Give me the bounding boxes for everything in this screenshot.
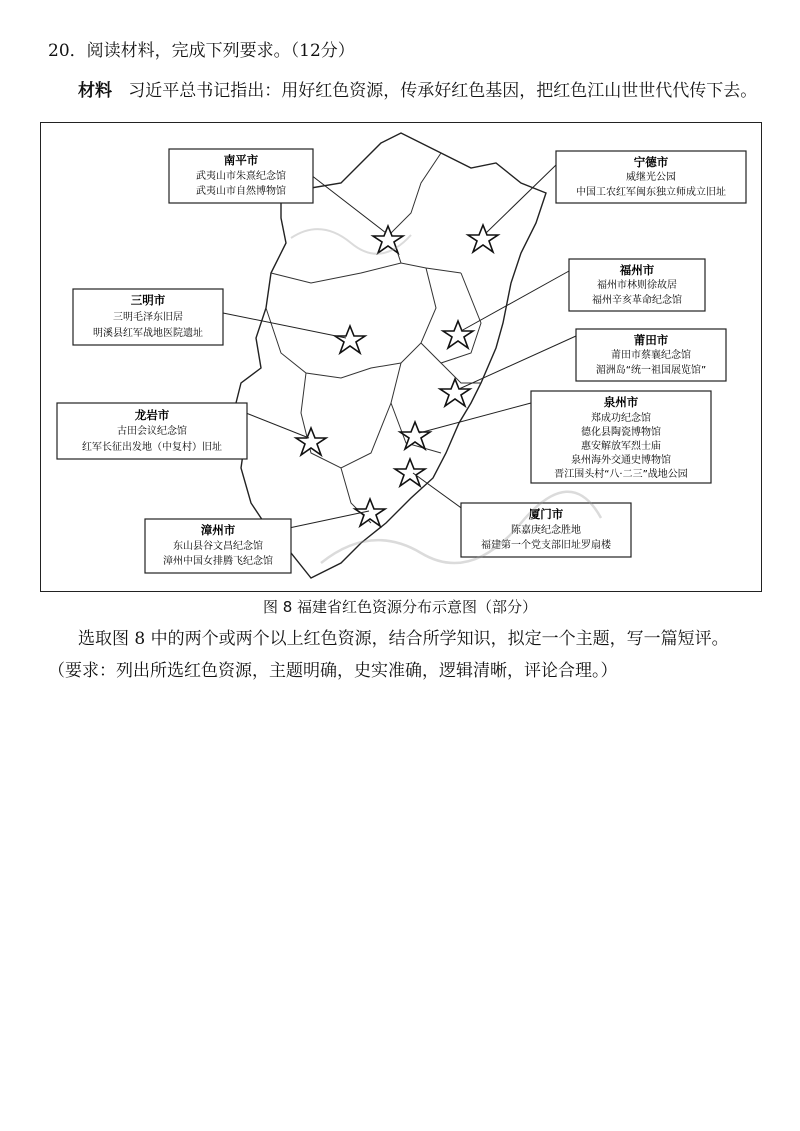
material-text xyxy=(78,76,768,106)
city-name: 泉州市 xyxy=(603,395,639,409)
label-box-putian xyxy=(576,329,726,381)
site-name: 陈嘉庚纪念胜地 xyxy=(511,525,581,536)
city-name: 厦门市 xyxy=(528,507,564,521)
site-name: 泉州海外交通史博物馆 xyxy=(571,455,671,466)
label-box-fuzhou xyxy=(569,259,705,311)
site-name: 武夷山市自然博物馆 xyxy=(196,186,286,197)
label-box-quanzhou xyxy=(531,391,711,483)
question-title: 20．阅读材料，完成下列要求。（12分） xyxy=(48,41,355,61)
label-box-ningde xyxy=(556,151,746,203)
site-name: 红军长征出发地（中复村）旧址 xyxy=(82,442,222,453)
city-name: 宁德市 xyxy=(633,155,669,169)
city-name: 龙岩市 xyxy=(134,408,170,422)
map-figure xyxy=(40,122,762,592)
material-label: 材料 xyxy=(78,81,112,101)
requirements-text: （要求：列出所选红色资源，主题明确，史实准确，逻辑清晰，评论合理。） xyxy=(48,661,618,681)
label-box-zhangzhou xyxy=(145,519,291,573)
label-box-sanming xyxy=(73,289,223,345)
site-name: 惠安解放军烈士庙 xyxy=(581,441,661,452)
fujian-map xyxy=(41,123,763,593)
city-name: 福州市 xyxy=(619,263,655,277)
city-name: 南平市 xyxy=(223,153,259,167)
site-name: 明溪县红军战地医院遗址 xyxy=(93,328,203,339)
site-name: 漳州中国女排腾飞纪念馆 xyxy=(163,556,273,567)
site-name: 福州辛亥革命纪念馆 xyxy=(592,295,682,306)
site-name: 晋江围头村“八·二三”战地公园 xyxy=(554,469,688,480)
task-text: 选取图 8 中的两个或两个以上红色资源，结合所学知识，拟定一个主题，写一篇短评。 xyxy=(78,629,729,649)
figure-caption: 图 8 福建省红色资源分布示意图（部分） xyxy=(262,598,538,616)
label-box-nanping xyxy=(169,149,313,203)
city-name: 漳州市 xyxy=(200,523,236,537)
site-name: 中国工农红军闽东独立师成立旧址 xyxy=(576,187,726,198)
site-name: 莆田市蔡襄纪念馆 xyxy=(611,350,691,361)
site-name: 福建第一个党支部旧址罗扇楼 xyxy=(481,540,611,551)
city-name: 莆田市 xyxy=(633,333,669,347)
label-box-longyan xyxy=(57,403,247,459)
site-name: 郑成功纪念馆 xyxy=(591,413,651,424)
city-name: 三明市 xyxy=(130,293,166,307)
site-name: 福州市林则徐故居 xyxy=(597,280,677,291)
label-box-xiamen xyxy=(461,503,631,557)
material-quote: 习近平总书记指出：用好红色资源，传承好红色基因，把红色江山世世代代传下去。 xyxy=(128,81,758,101)
site-name: 武夷山市朱熹纪念馆 xyxy=(196,171,286,182)
site-name: 东山县谷文昌纪念馆 xyxy=(173,541,263,552)
site-name: 德化县陶瓷博物馆 xyxy=(581,427,661,438)
site-name: 三明毛泽东旧居 xyxy=(113,312,183,323)
site-name: 威继光公园 xyxy=(626,172,676,183)
site-name: 古田会议纪念馆 xyxy=(117,426,187,437)
site-name: 湄洲岛“统一祖国展览馆” xyxy=(595,365,707,376)
